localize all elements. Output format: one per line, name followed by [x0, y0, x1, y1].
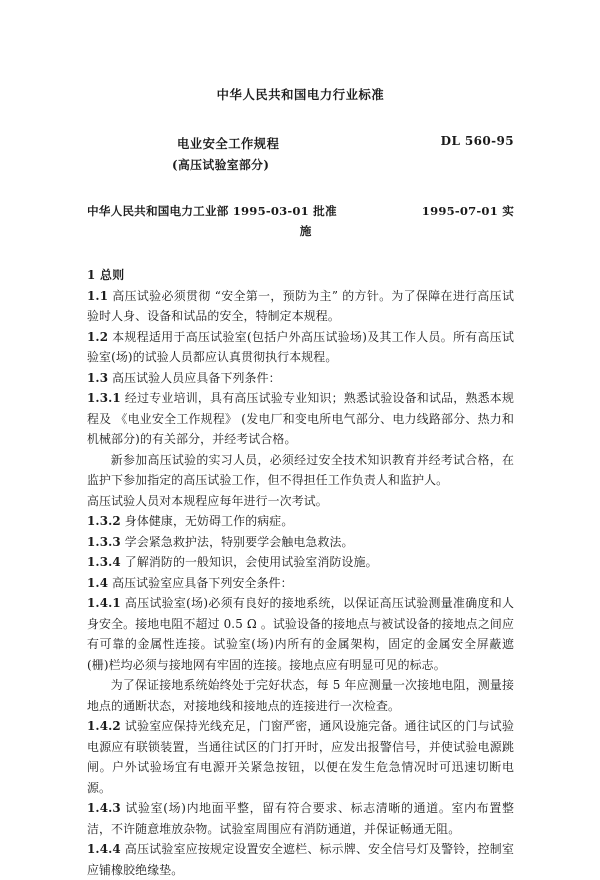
clause-number-1-1: 1.1: [87, 288, 109, 303]
paragraph-1-4-2: [87, 716, 514, 798]
clause-text-1-4: 高压试验室应具备下列安全条件：: [112, 575, 293, 590]
clause-number-1-3-4: 1.3.4: [87, 555, 121, 569]
clause-text-1-1: 高压试验必须贯彻 “安全第一，预防为主” 的方针。为了保障在进行高压试验时人身、设备和试品的安全，特制定本规程。: [87, 288, 515, 323]
clause-number-1-2: 1.2: [87, 329, 109, 344]
paragraph-1-4: [87, 573, 514, 594]
paragraph-1-3-2: [87, 511, 514, 532]
clause-text-1-4-4: 高压试验室应按规定设置安全遮栏、标示牌、安全信号灯及警铃，控制室应铺橡胶绝缘垫。: [87, 842, 514, 877]
paragraph-1-3-4: [87, 552, 514, 573]
paragraph-1-3-1-note-a: 新参加高压试验的实习人员，必须经过安全技术知识教育并经考试合格，在监护下参加指定的高压试验工作，但不得担任工作负责人和监护人。: [87, 452, 514, 487]
clause-number-1-4-4: 1.4.4: [87, 842, 121, 856]
document-title: 电业安全工作规程: [177, 136, 280, 151]
paragraph-1-2: [87, 327, 514, 368]
clause-text-1-3-3: 学会紧急救护法，特别要学会触电急救法。: [124, 534, 354, 549]
clause-number-1-3: 1.3: [87, 370, 109, 385]
title-row: [87, 134, 514, 153]
approval-authority-date: 中华人民共和国电力工业部 1995-03-01 批准: [87, 204, 337, 218]
paragraph-1-3: [87, 368, 514, 389]
clause-number-1-3-2: 1.3.2: [87, 514, 121, 528]
clause-number-1-3-3: 1.3.3: [87, 534, 121, 549]
clause-number-1-4: 1.4: [87, 575, 109, 590]
paragraph-1-4-1: [87, 593, 514, 675]
clause-text-1-3: 高压试验人员应具备下列条件：: [112, 370, 281, 385]
clause-text-1-3-1: 经过专业培训，具有高压试验专业知识；熟悉试验设备和试品，熟悉本规程及 《电业安全工作规程》 (发电厂和变电所电气部分、电力线路部分、热力和机械部分)的有关部分，并经考试合格。: [87, 391, 514, 446]
clause-number-1-4-1: 1.4.1: [87, 596, 121, 610]
paragraph-1-3-3: [87, 532, 514, 553]
paragraph-1-3-1-note-b: 高压试验人员对本规程应每年进行一次考试。: [87, 493, 328, 508]
document-body: [87, 265, 514, 880]
clause-text-1-4-3: 试验室(场)内地面平整，留有符合要求、标志清晰的通道。室内布置整洁，不许随意堆放杂物。试验室周围应有消防通道，并保证畅通无阻。: [87, 801, 514, 836]
clause-number-1-3-1: 1.3.1: [87, 391, 121, 405]
document-subtitle: (高压试验室部分): [172, 158, 270, 172]
clause-text-1-4-1: 高压试验室(场)必须有良好的接地系统，以保证高压试验测量准确度和人身安全。接地电阻不超过 0.5 Ω 。试验设备的接地点与被试设备的接地点之间应有可靠的金属性连接。试验室(场)内所有的金属架构，固定的金属安全屏蔽遮(栅)栏均必须与接地网有牢固的连接。接地点应有明显可见的标志。: [87, 596, 514, 672]
clause-text-1-3-2: 身体健康，无妨碍工作的病症。: [124, 514, 294, 528]
paragraph-1-3-1: [87, 388, 514, 450]
clause-text-1-4-2: 试验室应保持光线充足，门窗严密，通风设施完备。通往试区的门与试验电源应有联锁装置，当通往试区的门打开时，应发出报警信号，并使试验电源跳闸。户外试验场宜有电源开关紧急按钮，以便在发生危急情况时可迅速切断电源。: [87, 719, 514, 795]
clause-number-1-4-2: 1.4.2: [87, 719, 121, 733]
implementation-date: 1995-07-01 实: [421, 204, 514, 218]
paragraph-1-4-4: [87, 839, 514, 880]
clause-text-1-3-4: 了解消防的一般知识，会使用试验室消防设施。: [124, 555, 378, 569]
document-code: DL 560-95: [440, 134, 514, 148]
paragraph-1-4-3: [87, 798, 514, 839]
section-heading-1: 1 总则: [87, 268, 125, 282]
paragraph-1-4-1-note-a: 为了保证接地系统始终处于完好状态，每 5 年应测量一次接地电阻，测量接地点的通断状态，对接地线和接地点的连接进行一次检查。: [87, 678, 514, 713]
implementation-date-wrap: 施: [299, 224, 312, 238]
paragraph-1-1: [87, 286, 514, 327]
document-content: [87, 86, 514, 880]
standard-header: 中华人民共和国电力行业标准: [216, 87, 385, 102]
clause-text-1-2: 本规程适用于高压试验室(包括户外高压试验场)及其工作人员。所有高压试验室(场)的试验人员都应认真贯彻执行本规程。: [87, 329, 514, 364]
approval-row: [87, 203, 514, 222]
clause-number-1-4-3: 1.4.3: [87, 801, 121, 815]
